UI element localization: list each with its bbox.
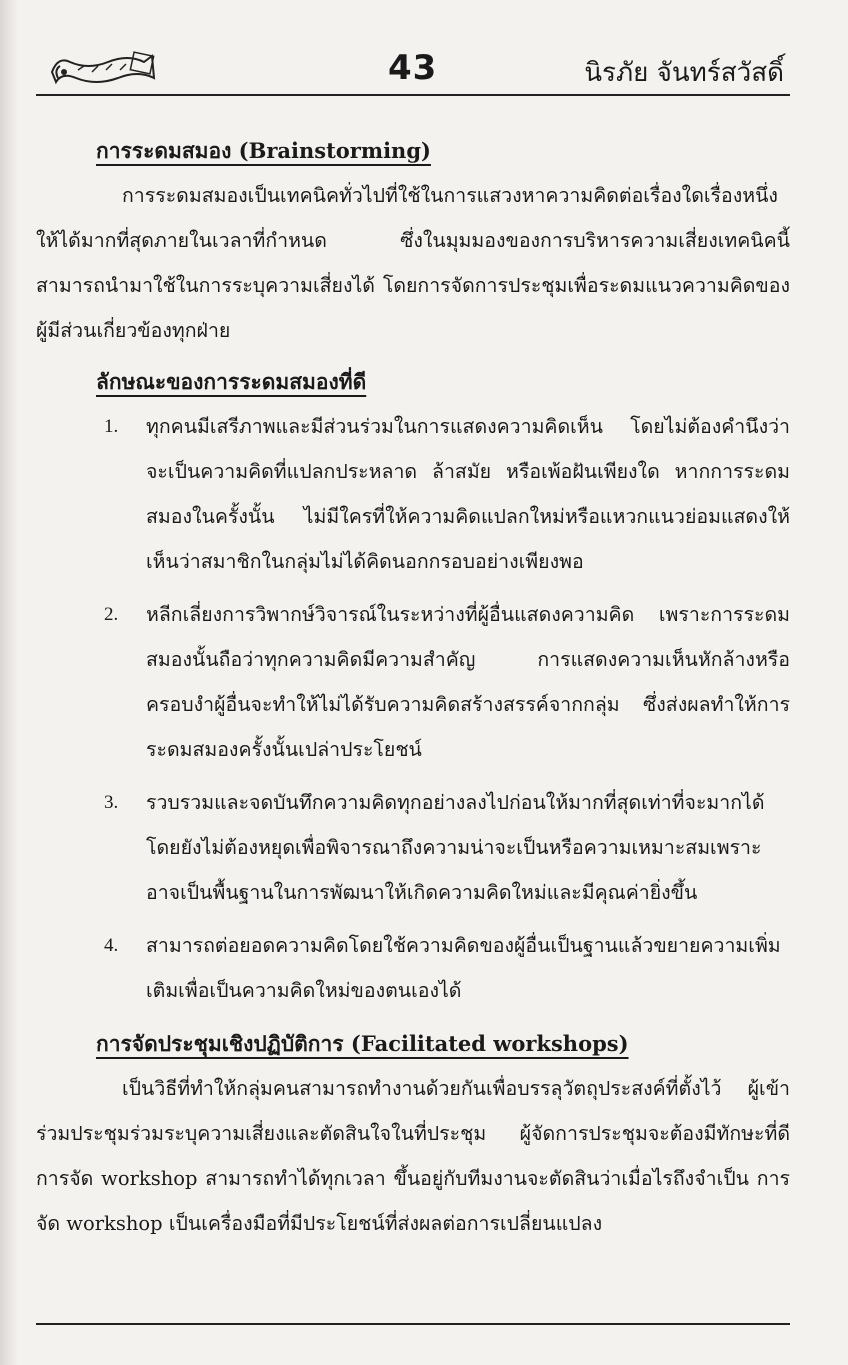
list-item: [36, 404, 790, 584]
page-header: [36, 42, 790, 94]
paragraph-brainstorming: [36, 173, 790, 353]
list-item-number: 1.: [104, 416, 119, 437]
page-edge-shadow: [0, 0, 18, 1365]
section-heading-brainstorming: การระดมสมอง (Brainstorming): [96, 138, 431, 163]
list-item-text: สามารถต่อยอดความคิดโดยใช้ความคิดของผู้อื่นเป็นฐานแล้วขยายความเพิ่มเติมเพื่อเป็นความคิดใหม่ของตนเองได้: [146, 934, 781, 1002]
author-name: นิรภัย จันทร์สวัสดิ์: [584, 58, 784, 88]
list-item: [36, 592, 790, 772]
footer-rule: [36, 1323, 790, 1325]
paragraph-workshops-text: เป็นวิธีที่ทำให้กลุ่มคนสามารถทำงานด้วยกันเพื่อบรรลุวัตถุประสงค์ที่ตั้งไว้ ผู้เข้าร่วมประชุมร่วมระบุความเสี่ยงและตัดสินใจในที่ประชุม ผู้จัดการประชุมจะต้องมีทักษะที่ดี การจัด workshop สามารถทำได้ทุกเวลา ขึ้นอยู่กับทีมงานจะตัดสินว่าเมื่อไรถึงจำเป็น การจัด workshop เป็นเครื่องมือที่มีประโยชน์ที่ส่งผลต่อการเปลี่ยนแปลง: [36, 1077, 790, 1235]
list-item-number: 2.: [104, 604, 119, 625]
section-heading-workshops: การจัดประชุมเชิงปฏิบัติการ (Facilitated workshops): [96, 1031, 629, 1056]
paragraph-workshops: [36, 1066, 790, 1246]
section-heading-characteristics: ลักษณะของการระดมสมองที่ดี: [96, 369, 367, 394]
characteristics-list: [36, 404, 790, 1013]
list-item-text: หลีกเลี่ยงการวิพากษ์วิจารณ์ในระหว่างที่ผู้อื่นแสดงความคิด เพราะการระดมสมองนั้นถือว่าทุกความคิดมีความสำคัญ การแสดงความเห็นหักล้างหรือครอบงำผู้อื่นจะทำให้ไม่ได้รับความคิดสร้างสรรค์จากกลุ่ม ซึ่งส่งผลทำให้การระดมสมองครั้งนั้นเปล่าประโยชน์: [146, 603, 790, 761]
list-item: [36, 923, 790, 1013]
scroll-banner-logo-icon: [48, 48, 158, 88]
list-item-text: ทุกคนมีเสรีภาพและมีส่วนร่วมในการแสดงความคิดเห็น โดยไม่ต้องคำนึงว่าจะเป็นความคิดที่แปลกประหลาด ล้าสมัย หรือเพ้อฝันเพียงใด หากการระดมสมองในครั้งนั้น ไม่มีใครที่ให้ความคิดแปลกใหม่หรือแหวกแนวย่อมแสดงให้เห็นว่าสมาชิกในกลุ่มไม่ได้คิดนอกกรอบอย่างเพียงพอ: [146, 415, 790, 573]
list-item-text: รวบรวมและจดบันทึกความคิดทุกอย่างลงไปก่อนให้มากที่สุดเท่าที่จะมากได้ โดยยังไม่ต้องหยุดเพื่อพิจารณาถึงความน่าจะเป็นหรือความเหมาะสมเพราะอาจเป็นพื้นฐานในการพัฒนาให้เกิดความคิดใหม่และมีคุณค่ายิ่งขึ้น: [146, 791, 765, 904]
list-item: [36, 780, 790, 915]
header-rule: [36, 94, 790, 96]
list-item-number: 4.: [104, 935, 119, 956]
page-number: 43: [388, 48, 438, 88]
list-item-number: 3.: [104, 792, 119, 813]
page-body: [36, 128, 790, 1246]
paragraph-brainstorming-text: การระดมสมองเป็นเทคนิคทั่วไปที่ใช้ในการแสวงหาความคิดต่อเรื่องใดเรื่องหนึ่งให้ได้มากที่สุดภายในเวลาที่กำหนด ซึ่งในมุมมองของการบริหารความเสี่ยงเทคนิคนี้สามารถนำมาใช้ในการระบุความเสี่ยงได้ โดยการจัดการประชุมเพื่อระดมแนวความคิดของผู้มีส่วนเกี่ยวข้องทุกฝ่าย: [36, 184, 790, 342]
